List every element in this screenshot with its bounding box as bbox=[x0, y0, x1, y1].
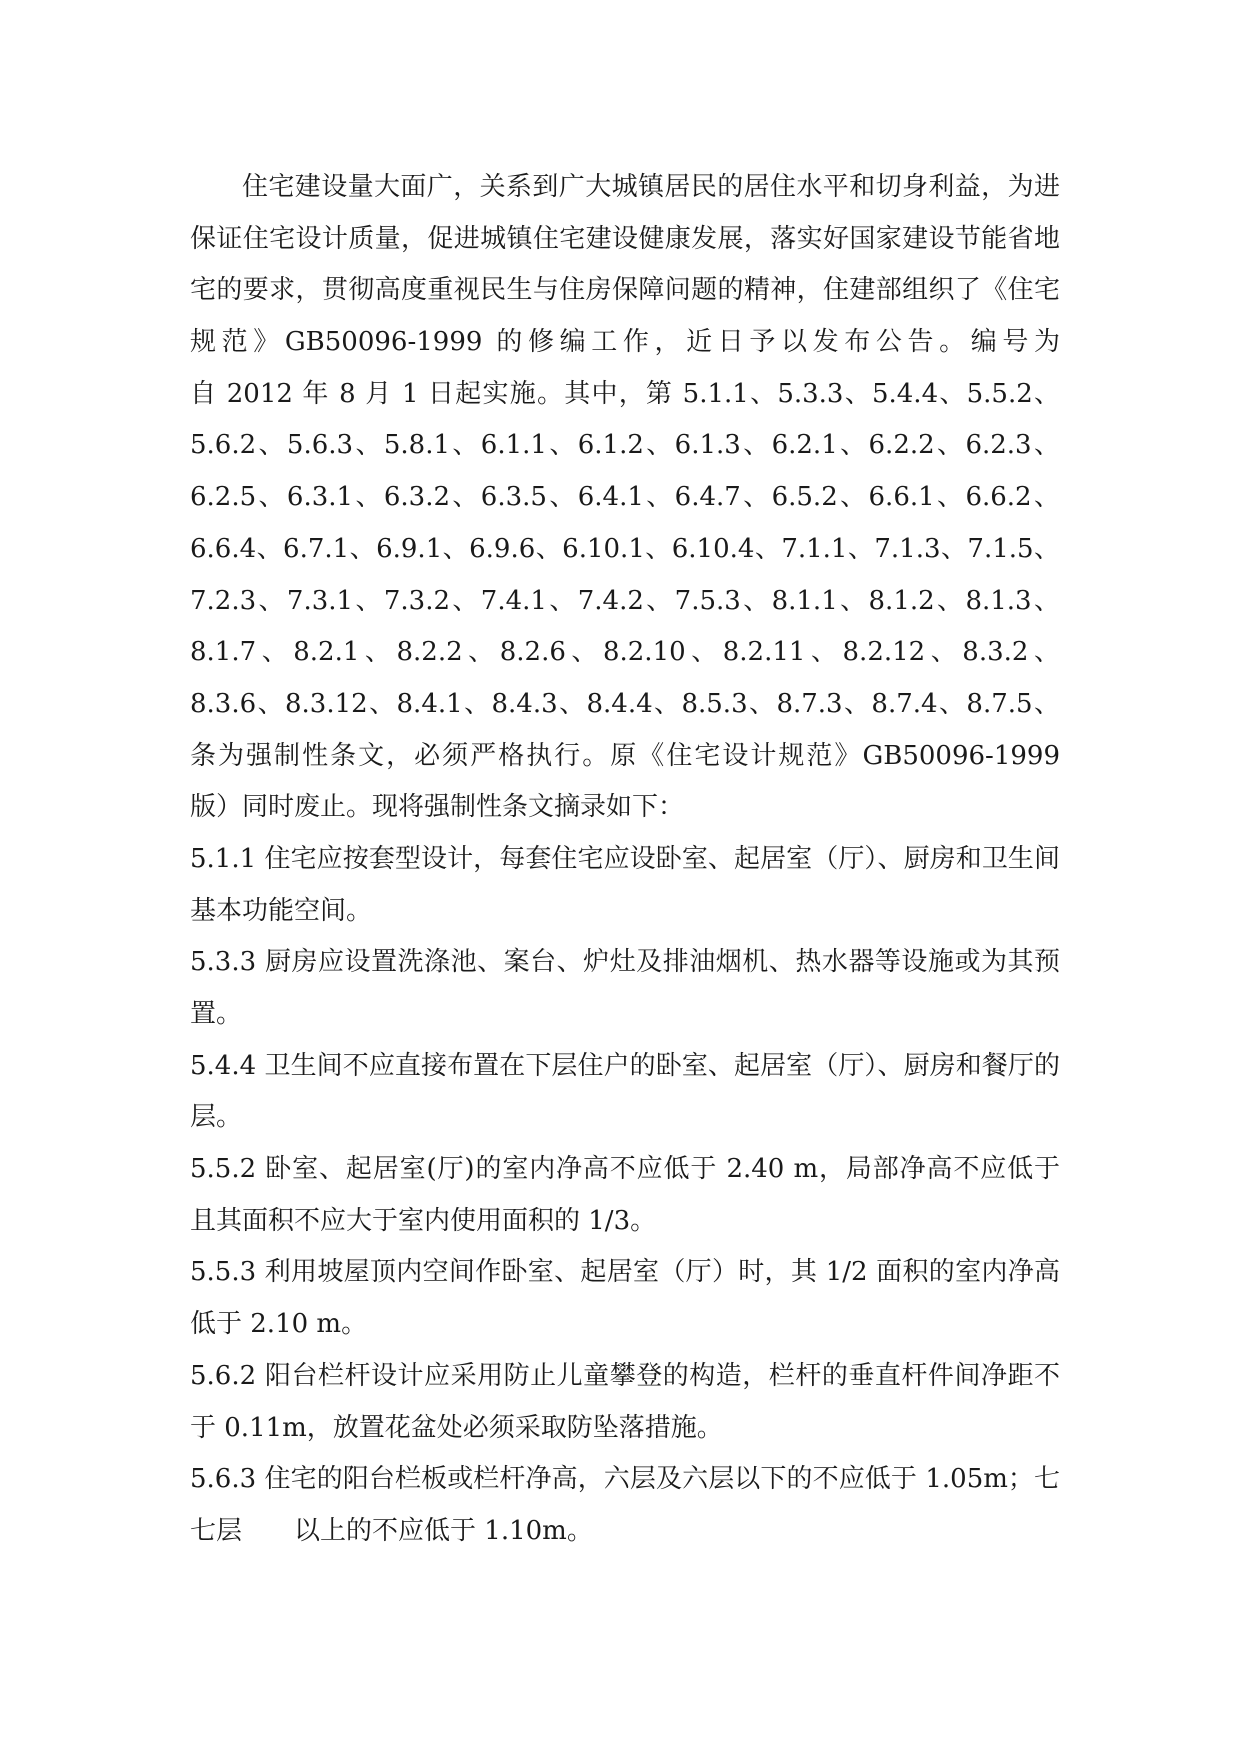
text-line: 5.6.2、5.6.3、5.8.1、6.1.1、6.1.2、6.1.3、6.2.1、6.2.2、6.2.3、 bbox=[190, 430, 1060, 461]
text-line: 于 0.11m，放置花盆处必须采取防坠落措施。 bbox=[190, 1412, 723, 1443]
text-line: 6.6.4、6.7.1、6.9.1、6.9.6、6.10.1、6.10.4、7.1.1、7.1.3、7.1.5、 bbox=[190, 533, 1060, 564]
text-line: 基本功能空间。 bbox=[190, 895, 373, 926]
text-line: 8.3.6、8.3.12、8.4.1、8.4.3、8.4.4、8.5.3、8.7.3、8.7.4、8.7.5、 bbox=[190, 688, 1060, 719]
text-line: 5.4.4 卫生间不应直接布置在下层住户的卧室、起居室（厅）、厨房和餐厅的 bbox=[190, 1050, 1060, 1081]
text-line: 6.2.5、6.3.1、6.3.2、6.3.5、6.4.1、6.4.7、6.5.2、6.6.1、6.6.2、 bbox=[190, 482, 1060, 513]
text-line: 置。 bbox=[190, 999, 243, 1029]
clause-5-4-4 bbox=[190, 1041, 1060, 1144]
clause-5-5-3 bbox=[190, 1247, 1060, 1350]
text-line: 低于 2.10 m。 bbox=[190, 1309, 368, 1340]
document-body bbox=[190, 162, 1060, 1558]
text-line: 版）同时废止。现将强制性条文摘录如下： bbox=[190, 792, 685, 823]
text-line: 7.2.3、7.3.1、7.3.2、7.4.1、7.4.2、7.5.3、8.1.1、8.1.2、8.1.3、 bbox=[190, 585, 1060, 616]
text-line: 5.6.3 住宅的阳台栏板或栏杆净高，六层及六层以下的不应低于 1.05m；七 bbox=[190, 1464, 1060, 1495]
text-line: 宅的要求，贯彻高度重视民生与住房保障问题的精神，住建部组织了《住宅 bbox=[190, 275, 1060, 306]
text-line: 5.3.3 厨房应设置洗涤池、案台、炉灶及排油烟机、热水器等设施或为其预 bbox=[190, 947, 1060, 978]
clause-5-1-1 bbox=[190, 834, 1060, 937]
text-line: 保证住宅设计质量，促进城镇住宅建设健康发展，落实好国家建设节能省地 bbox=[190, 223, 1060, 254]
text-fragment: 以上的不应低于 1.10m。 bbox=[294, 1515, 593, 1546]
text-line: 8.1.7、8.2.1、8.2.2、8.2.6、8.2.10、8.2.11、8.2.12、8.3.2、 bbox=[190, 637, 1060, 668]
text-line: 5.5.3 利用坡屋顶内空间作卧室、起居室（厅）时，其 1/2 面积的室内净高 bbox=[190, 1257, 1060, 1288]
text-line: 规范》GB50096-1999 的修编工作，近日予以发布公告。编号为 bbox=[190, 327, 1060, 358]
text-line: 自 2012 年 8 月 1 日起实施。其中，第 5.1.1、5.3.3、5.4.4、5.5.2、 bbox=[190, 378, 1060, 409]
text-line: 5.1.1 住宅应按套型设计，每套住宅应设卧室、起居室（厅）、厨房和卫生间 bbox=[190, 843, 1060, 874]
text-line bbox=[190, 1506, 1060, 1558]
text-line: 5.5.2 卧室、起居室(厅)的室内净高不应低于 2.40 m，局部净高不应低于 bbox=[190, 1154, 1060, 1185]
intro-paragraph bbox=[190, 162, 1060, 834]
clause-5-6-2 bbox=[190, 1351, 1060, 1454]
text-line: 5.6.2 阳台栏杆设计应采用防止儿童攀登的构造，栏杆的垂直杆件间净距不 bbox=[190, 1360, 1060, 1391]
text-line: 住宅建设量大面广，关系到广大城镇居民的居住水平和切身利益，为进 bbox=[242, 172, 1060, 202]
text-line: 且其面积不应大于室内使用面积的 1/3。 bbox=[190, 1205, 657, 1236]
text-line: 层。 bbox=[190, 1102, 243, 1133]
text-line: 条为强制性条文，必须严格执行。原《住宅设计规范》GB50096-1999 bbox=[190, 740, 1060, 771]
clause-5-3-3 bbox=[190, 937, 1060, 1040]
clause-5-6-3 bbox=[190, 1454, 1060, 1557]
clause-5-5-2 bbox=[190, 1144, 1060, 1247]
text-fragment: 七层 bbox=[190, 1515, 243, 1546]
